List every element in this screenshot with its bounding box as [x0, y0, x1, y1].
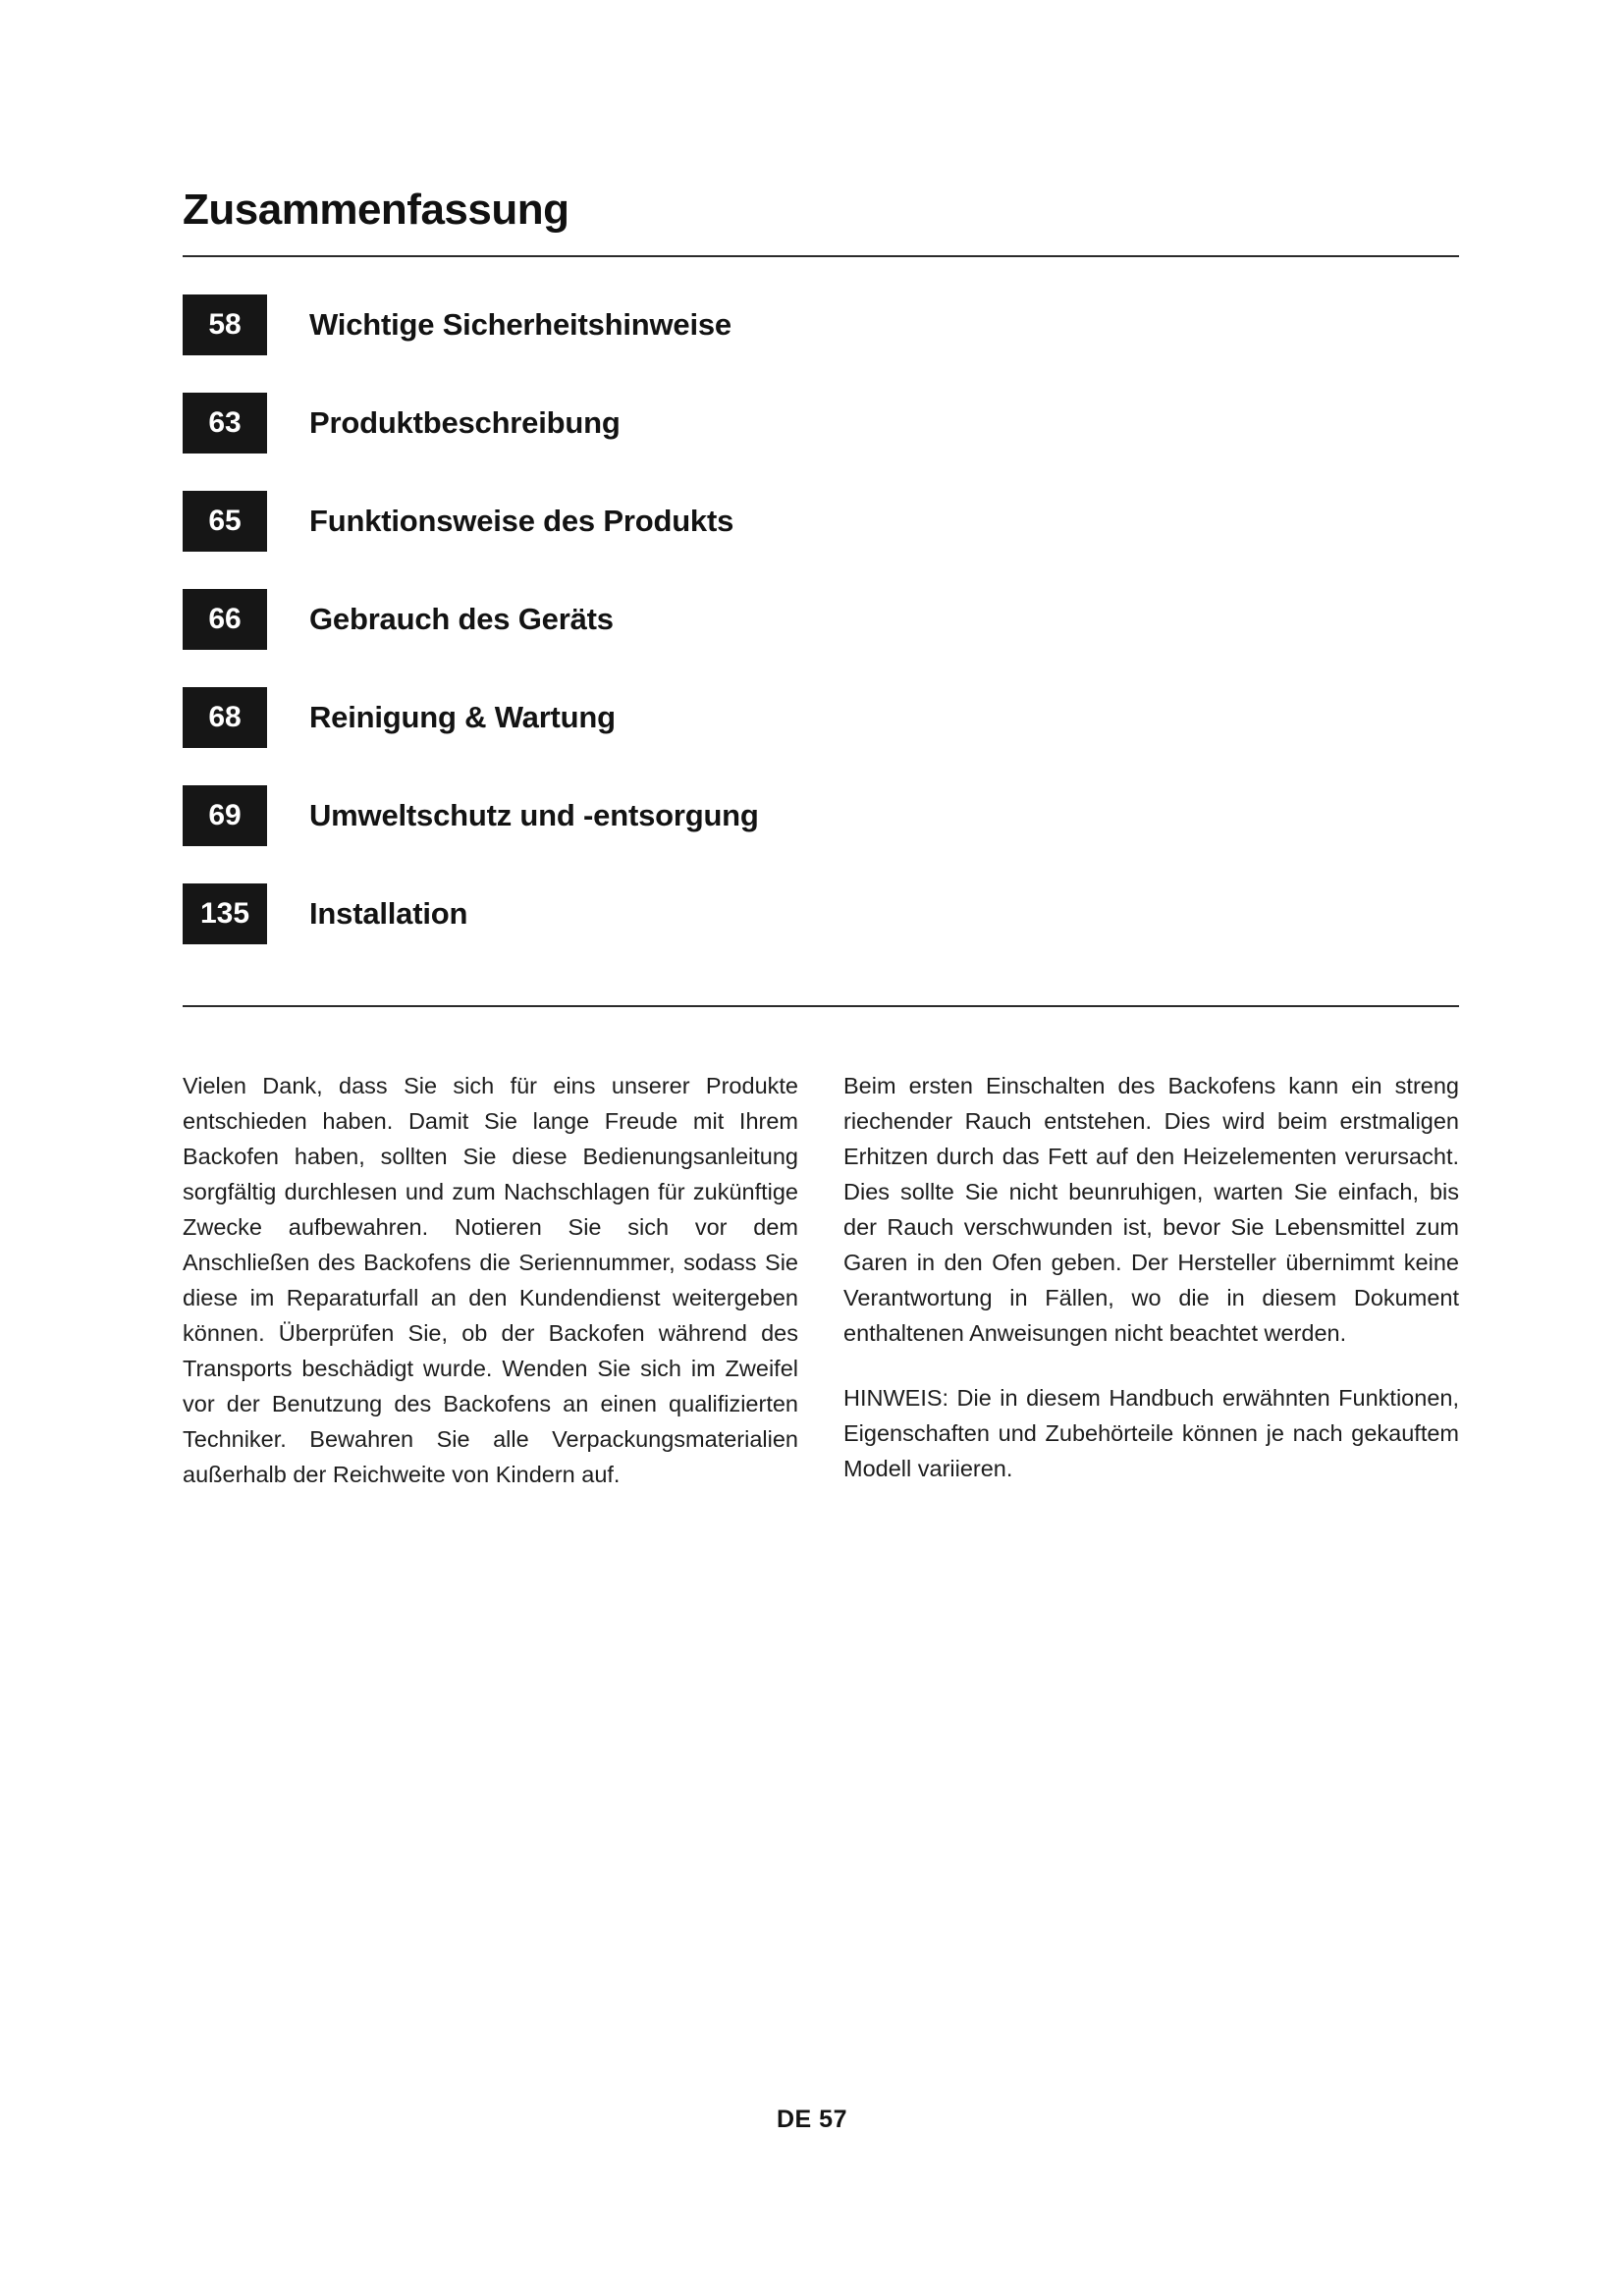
body-paragraph: Beim ersten Einschalten des Backofens kann ein streng riechender Rauch entstehen. Dies wird beim erstmaligen Erhitzen durch das Fett auf den Heizelementen verursacht. Dies sollte Sie nicht beunruhigen, warten Sie einfach, bis der Rauch verschwunden ist, bevor Sie Lebensmittel zum Garen in den Ofen geben. Der Hersteller übernimmt keine Verantwortung in Fällen, wo die in diesem Dokument enthaltenen Anweisungen nicht beachtet werden. [843, 1073, 1459, 1347]
body-column-right [843, 1068, 1459, 1492]
toc-entry-label: Funktionsweise des Produkts [309, 504, 734, 539]
page-footer: DE 57 [777, 2106, 847, 2133]
body-paragraph: Vielen Dank, dass Sie sich für eins unserer Produkte entschieden haben. Damit Sie lange Freude mit Ihrem Backofen haben, sollten Sie diese Bedienungsanleitung sorgfältig durchlesen und zum Nachschlagen für zukünftige Zwecke aufbewahren. Notieren Sie sich vor dem Anschließen des Backofens die Seriennummer, sodass Sie diese im Reparaturfall an den Kundendienst weitergeben können. Überprüfen Sie, ob der Backofen während des Transports beschädigt wurde. Wenden Sie sich im Zweifel vor der Benutzung des Backofens an einen qualifizierten Techniker. Bewahren Sie alle Verpackungsmaterialien außerhalb der Reichweite von Kindern auf. [183, 1073, 798, 1488]
table-of-contents [183, 294, 1459, 944]
toc-entry-label: Umweltschutz und -entsorgung [309, 798, 759, 833]
page-title: Zusammenfassung [183, 186, 569, 234]
toc-page-number: 63 [183, 393, 267, 454]
body-divider [183, 1005, 1459, 1007]
toc-entry-label: Reinigung & Wartung [309, 700, 616, 735]
toc-page-number: 58 [183, 294, 267, 355]
toc-page-number: 68 [183, 687, 267, 748]
toc-page-number: 69 [183, 785, 267, 846]
body-column-left [183, 1068, 798, 1492]
toc-entry[interactable] [183, 687, 1459, 748]
toc-page-number: 66 [183, 589, 267, 650]
toc-entry[interactable] [183, 294, 1459, 355]
toc-entry[interactable] [183, 883, 1459, 944]
toc-entry-label: Gebrauch des Geräts [309, 602, 614, 637]
body-columns [183, 1068, 1459, 1492]
toc-page-number: 135 [183, 883, 267, 944]
toc-entry[interactable] [183, 393, 1459, 454]
toc-entry[interactable] [183, 491, 1459, 552]
title-divider [183, 255, 1459, 257]
page-content [183, 187, 1459, 1492]
toc-entry[interactable] [183, 589, 1459, 650]
toc-entry-label: Wichtige Sicherheitshinweise [309, 307, 731, 343]
toc-entry-label: Produktbeschreibung [309, 405, 621, 441]
toc-entry[interactable] [183, 785, 1459, 846]
toc-page-number: 65 [183, 491, 267, 552]
body-note-paragraph: HINWEIS: Die in diesem Handbuch erwähnten Funktionen, Eigenschaften und Zubehörteile können je nach gekauftem Modell variieren. [843, 1385, 1459, 1482]
toc-entry-label: Installation [309, 896, 468, 932]
